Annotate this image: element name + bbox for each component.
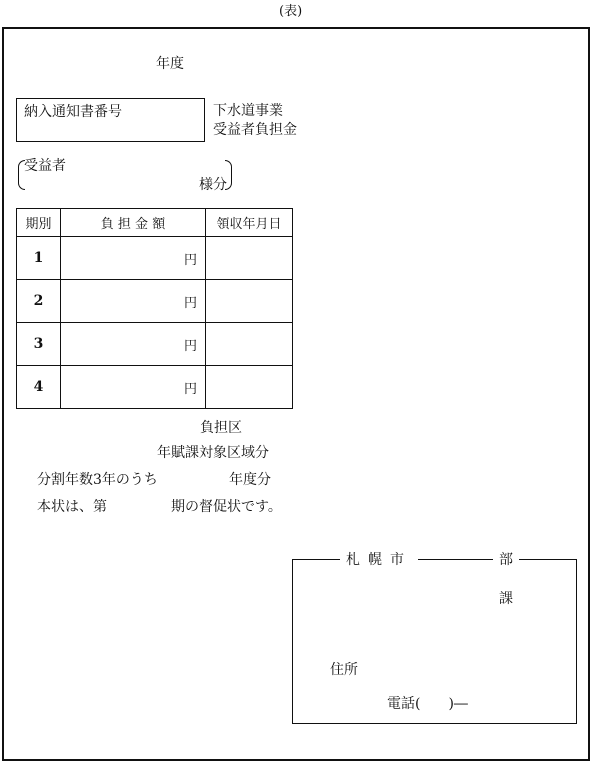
phone-label: 電話( )― — [387, 696, 468, 712]
page-side-label: (表) — [279, 4, 303, 19]
charge-title-line2: 受益者負担金 — [213, 122, 297, 138]
period-cell: 4 — [17, 366, 61, 409]
fiscal-year-label: 年度 — [156, 56, 184, 72]
section-label: 課 — [499, 591, 513, 607]
address-label: 住所 — [330, 662, 358, 678]
district-label: 負担区 — [200, 420, 242, 436]
period-cell: 3 — [17, 323, 61, 366]
table-row — [17, 323, 293, 366]
amount-cell: 円 — [61, 323, 206, 366]
installment-years-suffix: 年度分 — [229, 472, 271, 488]
period-cell: 2 — [17, 280, 61, 323]
beneficiary-label: 受益者 — [24, 158, 66, 174]
receipt-date-cell — [206, 366, 293, 409]
receipt-date-cell — [206, 237, 293, 280]
notice-number-label: 納入通知書番号 — [24, 104, 122, 120]
table-row — [17, 237, 293, 280]
beneficiary-honorific: 様分 — [199, 177, 227, 193]
column-header-receipt-date: 領収年月日 — [206, 209, 293, 237]
city-name: 札幌市 — [340, 549, 418, 569]
amount-cell: 円 — [61, 366, 206, 409]
notice-number-box — [16, 98, 205, 142]
amount-cell: 円 — [61, 280, 206, 323]
table-header-row — [17, 209, 293, 237]
installment-table — [16, 208, 293, 409]
reminder-prefix: 本状は、第 — [37, 499, 107, 515]
table-row — [17, 366, 293, 409]
receipt-date-cell — [206, 323, 293, 366]
levy-area-label: 年賦課対象区域分 — [157, 445, 269, 461]
amount-cell: 円 — [61, 237, 206, 280]
period-cell: 1 — [17, 237, 61, 280]
receipt-date-cell — [206, 280, 293, 323]
charge-title-line1: 下水道事業 — [213, 103, 283, 119]
column-header-period: 期別 — [17, 209, 61, 237]
reminder-suffix: 期の督促状です。 — [171, 499, 282, 515]
table-row — [17, 280, 293, 323]
department-label: 部 — [493, 549, 519, 569]
column-header-amount: 負 担 金 額 — [61, 209, 206, 237]
installment-years-prefix: 分割年数3年のうち — [37, 472, 158, 488]
